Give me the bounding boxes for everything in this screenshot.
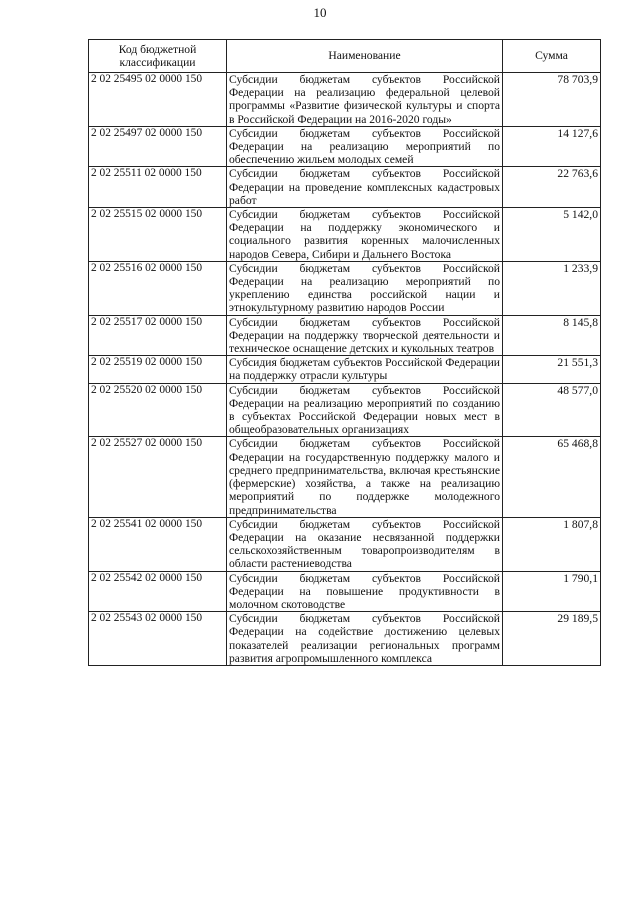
row-sum: 22 763,6 <box>503 167 601 208</box>
header-code: Код бюджетной классификации <box>89 40 227 73</box>
row-sum: 8 145,8 <box>503 315 601 356</box>
table-row <box>89 383 601 437</box>
row-code: 2 02 25527 02 0000 150 <box>89 437 227 517</box>
table-row <box>89 571 601 612</box>
table-row <box>89 167 601 208</box>
row-code: 2 02 25511 02 0000 150 <box>89 167 227 208</box>
row-name: Субсидия бюджетам субъектов Российской Федерации на поддержку отрасли культуры <box>227 356 503 383</box>
table-row <box>89 126 601 167</box>
row-code: 2 02 25541 02 0000 150 <box>89 517 227 571</box>
budget-table <box>88 39 601 666</box>
row-sum: 21 551,3 <box>503 356 601 383</box>
table-row <box>89 517 601 571</box>
row-code: 2 02 25497 02 0000 150 <box>89 126 227 167</box>
row-sum: 78 703,9 <box>503 73 601 127</box>
row-name: Субсидии бюджетам субъектов Российской Федерации на государственную поддержку малого и среднего предпринимательства, включая крестьянские (фермерские) хозяйства, а также на реализацию мероприятий по поддержке молодежного предпринимательства <box>227 437 503 517</box>
row-sum: 29 189,5 <box>503 612 601 666</box>
header-name: Наименование <box>227 40 503 73</box>
row-code: 2 02 25520 02 0000 150 <box>89 383 227 437</box>
row-code: 2 02 25519 02 0000 150 <box>89 356 227 383</box>
row-name: Субсидии бюджетам субъектов Российской Федерации на реализацию мероприятий по созданию в субъектах Российской Федерации новых мест в общеобразовательных организациях <box>227 383 503 437</box>
row-name: Субсидии бюджетам субъектов Российской Федерации на содействие достижению целевых показателей реализации региональных программ развития агропромышленного комплекса <box>227 612 503 666</box>
row-sum: 5 142,0 <box>503 208 601 262</box>
row-name: Субсидии бюджетам субъектов Российской Федерации на проведение комплексных кадастровых работ <box>227 167 503 208</box>
row-code: 2 02 25517 02 0000 150 <box>89 315 227 356</box>
row-name: Субсидии бюджетам субъектов Российской Федерации на повышение продуктивности в молочном скотоводстве <box>227 571 503 612</box>
row-code: 2 02 25495 02 0000 150 <box>89 73 227 127</box>
row-name: Субсидии бюджетам субъектов Российской Федерации на реализацию мероприятий по обеспечению жильем молодых семей <box>227 126 503 167</box>
row-code: 2 02 25515 02 0000 150 <box>89 208 227 262</box>
table-row <box>89 261 601 315</box>
row-sum: 48 577,0 <box>503 383 601 437</box>
row-sum: 1 807,8 <box>503 517 601 571</box>
table-row <box>89 612 601 666</box>
table-row <box>89 315 601 356</box>
row-sum: 14 127,6 <box>503 126 601 167</box>
table-row <box>89 356 601 383</box>
row-name: Субсидии бюджетам субъектов Российской Федерации на реализацию мероприятий по укреплению единства российской нации и этнокультурному развитию народов России <box>227 261 503 315</box>
row-code: 2 02 25516 02 0000 150 <box>89 261 227 315</box>
row-code: 2 02 25543 02 0000 150 <box>89 612 227 666</box>
row-sum: 65 468,8 <box>503 437 601 517</box>
table-row <box>89 208 601 262</box>
table-header-row <box>89 40 601 73</box>
page-number: 10 <box>313 5 327 20</box>
table-row <box>89 73 601 127</box>
row-name: Субсидии бюджетам субъектов Российской Федерации на поддержку экономического и социального развития коренных малочисленных народов Севера, Сибири и Дальнего Востока <box>227 208 503 262</box>
row-name: Субсидии бюджетам субъектов Российской Федерации на поддержку творческой деятельности и техническое оснащение детских и кукольных театров <box>227 315 503 356</box>
row-sum: 1 233,9 <box>503 261 601 315</box>
row-sum: 1 790,1 <box>503 571 601 612</box>
row-name: Субсидии бюджетам субъектов Российской Федерации на оказание несвязанной поддержки сельскохозяйственным товаропроизводителям в области растениеводства <box>227 517 503 571</box>
table-row <box>89 437 601 517</box>
row-name: Субсидии бюджетам субъектов Российской Федерации на реализацию федеральной целевой программы «Развитие физической культуры и спорта в Российской Федерации на 2016-2020 годы» <box>227 73 503 127</box>
header-sum: Сумма <box>503 40 601 73</box>
row-code: 2 02 25542 02 0000 150 <box>89 571 227 612</box>
